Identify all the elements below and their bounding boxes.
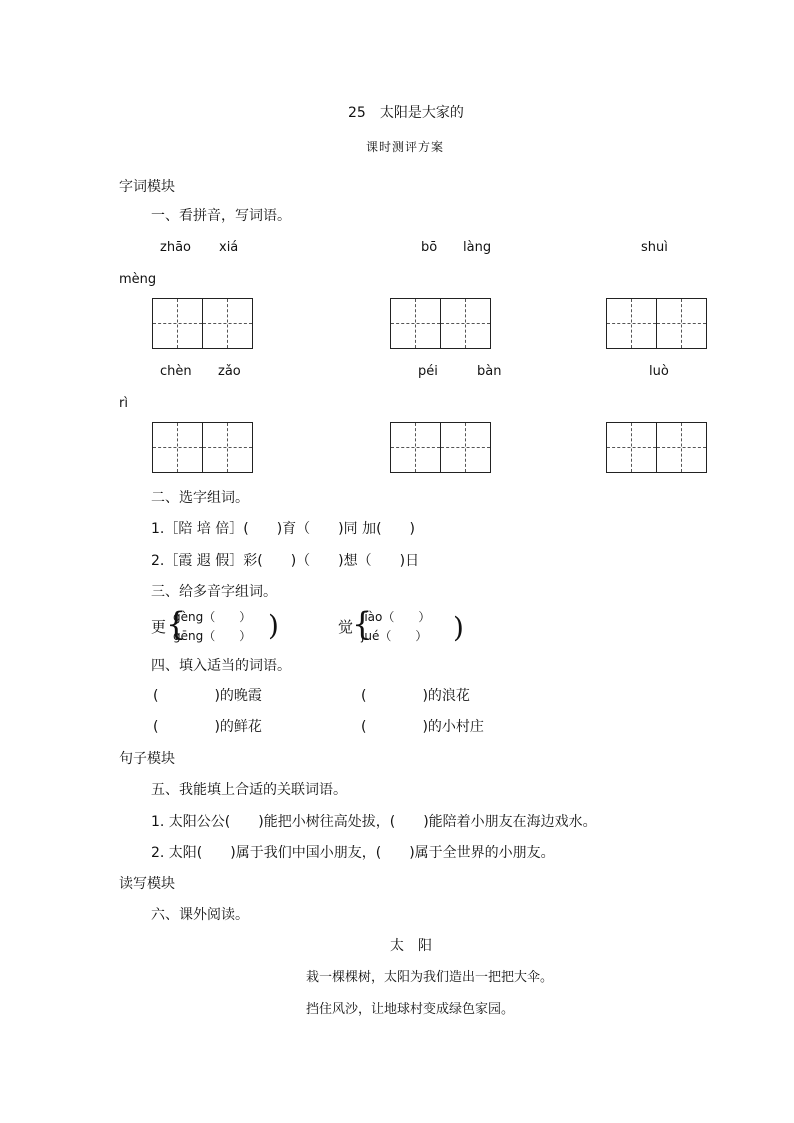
pinyin: rì	[119, 396, 128, 411]
polyphone-char-1: 更	[151, 618, 167, 636]
grid-cell[interactable]	[391, 299, 440, 348]
question-6-heading: 六、课外阅读。	[151, 907, 249, 923]
bracket-icon: )	[453, 611, 464, 644]
pinyin: bàn	[477, 364, 502, 379]
writing-grid[interactable]	[152, 298, 253, 349]
page-title: 25 太阳是大家的	[348, 105, 464, 121]
poem-line: 挡住风沙，让地球村变成绿色家园。	[306, 1002, 515, 1017]
grid-cell[interactable]	[607, 299, 656, 348]
writing-grid[interactable]	[390, 422, 491, 473]
pinyin: zhāo	[160, 240, 191, 255]
writing-grid[interactable]	[390, 298, 491, 349]
poem-line: 栽一棵棵树，太阳为我们造出一把把大伞。	[306, 970, 554, 985]
polyphone-char-2: 觉	[338, 618, 354, 636]
fill-item: ( )的小村庄	[361, 719, 484, 735]
question-5-line-1: 1. 太阳公公( )能把小树往高处拔，( )能陪着小朋友在海边戏水。	[151, 814, 597, 830]
brace-icon: {	[166, 605, 187, 643]
bracket-icon: )	[268, 609, 279, 642]
grid-cell[interactable]	[607, 423, 656, 472]
grid-cell[interactable]	[440, 299, 490, 348]
page-subtitle: 课时测评方案	[366, 140, 445, 154]
module-heading-reading: 读写模块	[119, 876, 175, 892]
fill-item: ( )的鲜花	[153, 719, 262, 735]
pinyin: zǎo	[218, 364, 241, 379]
grid-cell[interactable]	[153, 423, 202, 472]
grid-cell[interactable]	[440, 423, 490, 472]
grid-cell[interactable]	[656, 299, 706, 348]
pinyin: chèn	[160, 364, 192, 379]
module-heading-sentences: 句子模块	[119, 751, 175, 767]
question-2-line-1: 1.［陪 培 倍］( )育（ )同 加( )	[151, 521, 416, 537]
fill-item: ( )的晚霞	[153, 688, 262, 704]
pinyin: luò	[649, 364, 669, 379]
pinyin: mèng	[119, 272, 157, 287]
grid-cell[interactable]	[391, 423, 440, 472]
grid-cell[interactable]	[656, 423, 706, 472]
pinyin: péi	[418, 364, 438, 379]
grid-cell[interactable]	[202, 423, 252, 472]
question-3-heading: 三、给多音字组词。	[151, 584, 277, 600]
pinyin: làng	[463, 240, 492, 255]
writing-grid[interactable]	[152, 422, 253, 473]
question-5-line-2: 2. 太阳( )属于我们中国小朋友，( )属于全世界的小朋友。	[151, 845, 555, 861]
grid-cell[interactable]	[153, 299, 202, 348]
brace-icon: {	[352, 605, 373, 643]
writing-grid[interactable]	[606, 422, 707, 473]
question-4-heading: 四、填入适当的词语。	[151, 658, 291, 674]
question-1-heading: 一、看拼音，写词语。	[151, 208, 291, 224]
question-5-heading: 五、我能填上合适的关联词语。	[151, 782, 347, 798]
module-heading-words: 字词模块	[119, 179, 175, 195]
question-2-line-2: 2.［霞 遐 假］彩( )（ )想（ )日	[151, 553, 420, 569]
poem-title: 太 阳	[390, 938, 432, 954]
fill-item: ( )的浪花	[361, 688, 470, 704]
grid-cell[interactable]	[202, 299, 252, 348]
reading: jiào（ ）	[361, 610, 431, 624]
reading: gèng（ ）	[173, 610, 252, 624]
pinyin: xiá	[219, 240, 239, 255]
pinyin: bō	[421, 240, 438, 255]
reading: jué（ ）	[361, 629, 428, 643]
question-2-heading: 二、选字组词。	[151, 490, 249, 506]
pinyin: shuì	[641, 240, 668, 255]
writing-grid[interactable]	[606, 298, 707, 349]
reading: gēng（ ）	[173, 629, 252, 643]
